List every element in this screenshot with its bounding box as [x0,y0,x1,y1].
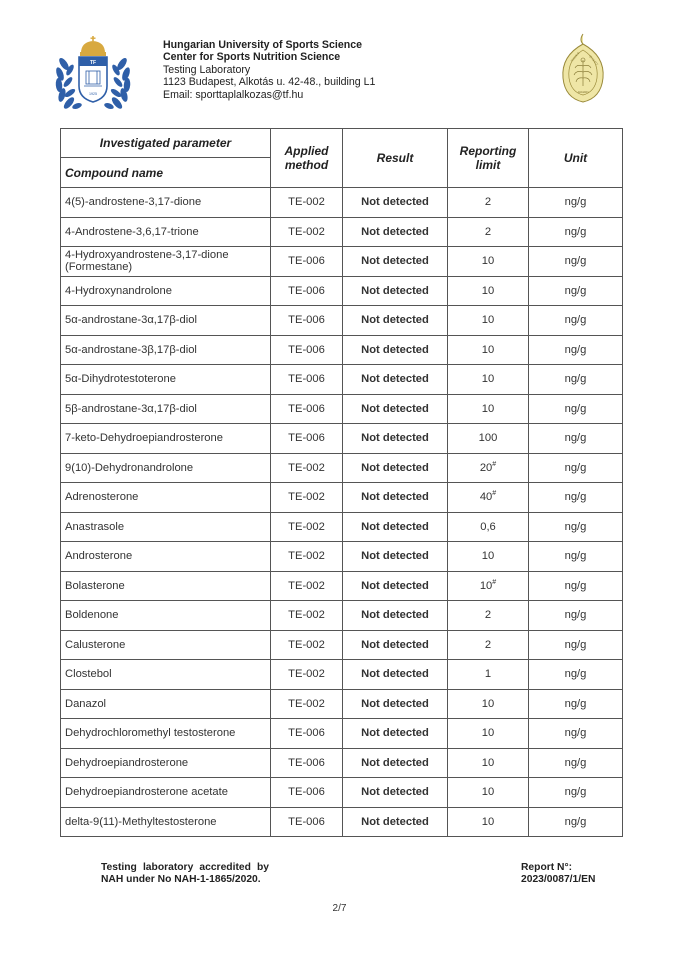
compound-name-cell: Dehydrochloromethyl testosterone [61,719,271,749]
unit-cell: ng/g [529,217,623,247]
reporting-limit-value: 10 [481,697,495,710]
reporting-limit-cell [448,689,529,719]
result-cell: Not detected [343,453,448,483]
table-row [61,306,623,336]
unit-cell: ng/g [529,247,623,277]
reporting-limit-cell [448,512,529,542]
reporting-limit-cell [448,601,529,631]
unit-cell: ng/g [529,453,623,483]
university-name: Hungarian University of Sports Science [163,39,362,51]
reporting-limit-value: 10 [481,756,495,769]
email: Email: sporttaplalkozas@tf.hu [163,88,304,101]
compound-name-cell: 4(5)-androstene-3,17-dione [61,188,271,218]
applied-method-cell: TE-006 [271,276,343,306]
reporting-limit-cell [448,306,529,336]
results-table [60,128,623,837]
reporting-limit-cell [448,365,529,395]
table-row [61,542,623,572]
applied-method-cell: TE-006 [271,424,343,454]
table-row [61,453,623,483]
result-cell: Not detected [343,335,448,365]
reporting-limit-value: 10 [481,284,495,297]
compound-name-cell: Bolasterone [61,571,271,601]
reporting-limit-cell [448,394,529,424]
reporting-limit-cell [448,571,529,601]
reporting-limit-value: 10 [481,727,495,740]
header-reporting-limit: Reporting limit [448,129,529,188]
reporting-limit-value: 40 [479,491,493,504]
header-result: Result [343,129,448,188]
reporting-limit-cell [448,453,529,483]
reporting-limit-cell [448,719,529,749]
compound-name-cell: Boldenone [61,601,271,631]
applied-method-cell: TE-006 [271,306,343,336]
table-row [61,719,623,749]
table-row [61,571,623,601]
reporting-limit-cell [448,483,529,513]
university-crest-icon [48,34,138,112]
unit-cell: ng/g [529,601,623,631]
compound-name-cell: 4-Androstene-3,6,17-trione [61,217,271,247]
result-cell: Not detected [343,630,448,660]
reporting-limit-cell [448,188,529,218]
reporting-limit-cell [448,276,529,306]
reporting-limit-cell [448,778,529,808]
unit-cell: ng/g [529,719,623,749]
table-row [61,247,623,277]
applied-method-cell: TE-006 [271,365,343,395]
quality-award-seal [559,32,607,106]
compound-name-cell: 9(10)-Dehydronandrolone [61,453,271,483]
reporting-limit-value: 10 [479,579,493,592]
unit-cell: ng/g [529,571,623,601]
unit-cell: ng/g [529,807,623,837]
results-table-body [61,188,623,837]
applied-method-cell: TE-002 [271,601,343,631]
header-compound-name: Compound name [61,158,271,188]
table-row [61,217,623,247]
report-number-block [521,862,595,887]
applied-method-cell: TE-002 [271,217,343,247]
table-row [61,660,623,690]
reporting-limit-value: 10 [481,786,495,799]
reporting-limit-cell [448,748,529,778]
unit-cell: ng/g [529,394,623,424]
result-cell: Not detected [343,306,448,336]
page-number: 2/7 [332,903,347,914]
accreditation-note: Testing laboratory accredited by NAH under No NAH-1-1865/2020. [101,862,269,886]
center-name: Center for Sports Nutrition Science [163,51,341,64]
compound-name-cell: 5α-androstane-3β,17β-diol [61,335,271,365]
svg-text:TF: TF [89,60,97,66]
reporting-limit-value: 10 [481,815,495,828]
svg-text:AWARD: AWARD [577,90,589,94]
reporting-limit-value: 10 [481,314,495,327]
limit-footnote-mark: # [492,578,497,586]
report-number-label: Report N°: [521,862,573,873]
unit-cell: ng/g [529,748,623,778]
applied-method-cell: TE-002 [271,453,343,483]
reporting-limit-cell [448,217,529,247]
unit-cell: ng/g [529,630,623,660]
result-cell: Not detected [343,188,448,218]
compound-name-cell: Calusterone [61,630,271,660]
result-cell: Not detected [343,689,448,719]
compound-name-cell: Dehydroepiandrosterone acetate [61,778,271,808]
reporting-limit-value: 20 [479,461,493,474]
reporting-limit-value: 10 [481,550,495,563]
reporting-limit-value: 10 [481,343,495,356]
table-row [61,483,623,513]
header-unit: Unit [529,129,623,188]
table-row [61,778,623,808]
compound-name-cell: 5β-androstane-3α,17β-diol [61,394,271,424]
result-cell: Not detected [343,247,448,277]
reporting-limit-value: 10 [481,255,495,268]
header-investigated-parameter: Investigated parameter [61,129,271,158]
table-row [61,807,623,837]
unit-cell: ng/g [529,276,623,306]
compound-name-cell: Dehydroepiandrosterone [61,748,271,778]
reporting-limit-value: 2 [484,638,492,651]
unit-cell: ng/g [529,778,623,808]
header-applied-method: Applied method [271,129,343,188]
applied-method-cell: TE-002 [271,483,343,513]
result-cell: Not detected [343,601,448,631]
unit-cell: ng/g [529,335,623,365]
table-row [61,630,623,660]
address: 1123 Budapest, Alkotás u. 42-48., building L1 [163,76,376,89]
result-cell: Not detected [343,483,448,513]
reporting-limit-cell [448,424,529,454]
reporting-limit-value: 2 [484,609,492,622]
reporting-limit-value: 10 [481,373,495,386]
applied-method-cell: TE-002 [271,660,343,690]
reporting-limit-value: 100 [478,432,498,445]
table-row [61,276,623,306]
reporting-limit-cell [448,660,529,690]
compound-name-cell: 7-keto-Dehydroepiandrosterone [61,424,271,454]
quality-award-seal-icon [559,32,607,106]
reporting-limit-value: 10 [481,402,495,415]
compound-name-cell: Danazol [61,689,271,719]
reporting-limit-value: 2 [484,196,492,209]
svg-text:1925: 1925 [89,92,97,96]
result-cell: Not detected [343,217,448,247]
reporting-limit-value: 0,6 [480,520,496,533]
reporting-limit-cell [448,630,529,660]
result-cell: Not detected [343,276,448,306]
table-row [61,424,623,454]
unit-cell: ng/g [529,188,623,218]
unit-cell: ng/g [529,365,623,395]
applied-method-cell: TE-002 [271,542,343,572]
result-cell: Not detected [343,719,448,749]
reporting-limit-cell [448,335,529,365]
table-row [61,394,623,424]
compound-name-cell: Androsterone [61,542,271,572]
unit-cell: ng/g [529,306,623,336]
table-row [61,689,623,719]
applied-method-cell: TE-006 [271,335,343,365]
result-cell: Not detected [343,394,448,424]
table-row [61,365,623,395]
result-cell: Not detected [343,424,448,454]
applied-method-cell: TE-006 [271,394,343,424]
compound-name-cell: Clostebol [61,660,271,690]
unit-cell: ng/g [529,424,623,454]
result-cell: Not detected [343,542,448,572]
applied-method-cell: TE-006 [271,247,343,277]
limit-footnote-mark: # [492,460,497,468]
applied-method-cell: TE-002 [271,512,343,542]
table-row [61,512,623,542]
reporting-limit-value: 1 [484,668,492,681]
applied-method-cell: TE-006 [271,778,343,808]
unit-cell: ng/g [529,660,623,690]
applied-method-cell: TE-002 [271,188,343,218]
reporting-limit-value: 2 [484,225,492,238]
svg-text:QUALITY: QUALITY [588,54,599,67]
reporting-limit-cell [448,807,529,837]
table-row [61,748,623,778]
applied-method-cell: TE-006 [271,748,343,778]
institution-header [163,39,375,101]
compound-name-cell: 5α-Dihydrotestoterone [61,365,271,395]
applied-method-cell: TE-006 [271,807,343,837]
result-cell: Not detected [343,512,448,542]
compound-name-cell: Anastrasole [61,512,271,542]
unit-cell: ng/g [529,542,623,572]
result-cell: Not detected [343,660,448,690]
compound-name-cell: 4-Hydroxyandrostene-3,17-dione (Formestane) [61,247,271,277]
applied-method-cell: TE-006 [271,719,343,749]
compound-name-cell: delta-9(11)-Methyltestosterone [61,807,271,837]
reporting-limit-cell [448,247,529,277]
result-cell: Not detected [343,571,448,601]
unit-cell: ng/g [529,689,623,719]
result-cell: Not detected [343,778,448,808]
report-number: 2023/0087/1/EN [521,874,596,886]
compound-name-cell: Adrenosterone [61,483,271,513]
lab-name: Testing Laboratory [163,63,251,76]
unit-cell: ng/g [529,483,623,513]
applied-method-cell: TE-002 [271,571,343,601]
university-crest-logo [48,34,138,112]
result-cell: Not detected [343,807,448,837]
applied-method-cell: TE-002 [271,689,343,719]
svg-text:VALUE &: VALUE & [570,51,581,63]
unit-cell: ng/g [529,512,623,542]
table-row [61,188,623,218]
compound-name-cell: 4-Hydroxynandrolone [61,276,271,306]
compound-name-cell: 5α-androstane-3α,17β-diol [61,306,271,336]
table-row [61,335,623,365]
applied-method-cell: TE-002 [271,630,343,660]
reporting-limit-cell [448,542,529,572]
table-row [61,601,623,631]
result-cell: Not detected [343,748,448,778]
result-cell: Not detected [343,365,448,395]
limit-footnote-mark: # [492,490,497,498]
